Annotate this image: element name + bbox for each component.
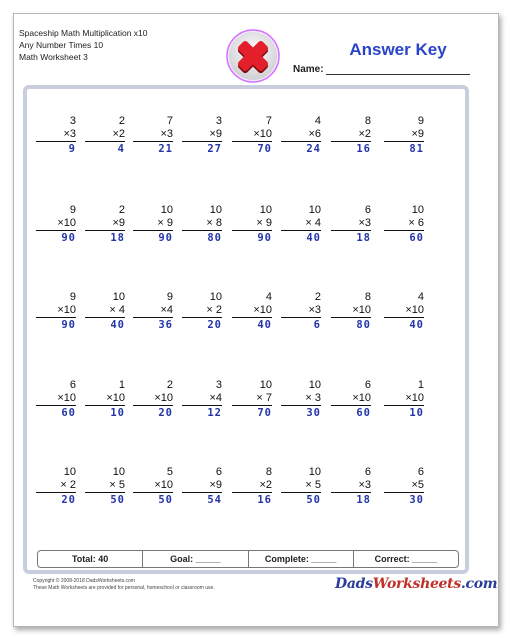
answer-rule — [182, 141, 222, 142]
problem — [85, 291, 125, 332]
multiplier: ×3 — [160, 128, 173, 140]
answer: 16 — [356, 143, 371, 155]
multiplicand: 10 — [63, 466, 76, 478]
multiplicand: 7 — [265, 115, 272, 127]
answer: 90 — [61, 319, 76, 331]
answer-rule — [281, 317, 321, 318]
answer-rule — [182, 405, 222, 406]
answer: 40 — [110, 319, 125, 331]
multiplicand: 10 — [209, 291, 222, 303]
problem — [182, 204, 222, 245]
multiplicand: 8 — [364, 291, 371, 303]
answer: 60 — [409, 232, 424, 244]
answer: 20 — [158, 407, 173, 419]
answer: 30 — [409, 494, 424, 506]
problem — [182, 379, 222, 420]
multiplicand: 1 — [118, 379, 125, 391]
multiplicand: 2 — [166, 379, 173, 391]
multiplier: ×10 — [352, 304, 371, 316]
multiplicand: 4 — [314, 115, 321, 127]
subtitle-line: Any Number Times 10 — [19, 40, 104, 50]
answer: 20 — [207, 319, 222, 331]
multiplicand: 10 — [112, 466, 125, 478]
answer: 90 — [257, 232, 272, 244]
multiplier: ×4 — [209, 392, 222, 404]
answer-rule — [331, 492, 371, 493]
multiplicand: 2 — [118, 204, 125, 216]
problem — [331, 291, 371, 332]
answer-key-title: Answer Key — [349, 40, 447, 59]
answer-rule — [133, 317, 173, 318]
multiplier: ×9 — [209, 479, 222, 491]
multiplier: ×3 — [63, 128, 76, 140]
answer: 81 — [409, 143, 424, 155]
multiplier: ×9 — [112, 217, 125, 229]
brand-part-dads: Dads — [335, 576, 373, 592]
problem — [281, 115, 321, 156]
problem — [384, 379, 424, 420]
problem — [331, 204, 371, 245]
answer-rule — [281, 405, 321, 406]
problem — [281, 379, 321, 420]
answer: 70 — [257, 407, 272, 419]
answer: 10 — [409, 407, 424, 419]
problem — [232, 291, 272, 332]
multiplier: × 9 — [256, 217, 272, 229]
problem — [384, 115, 424, 156]
answer-rule — [331, 141, 371, 142]
answer-rule — [384, 141, 424, 142]
multiplicand: 9 — [69, 291, 76, 303]
multiplier: ×10 — [154, 392, 173, 404]
title-line: Spaceship Math Multiplication x10 — [19, 28, 148, 38]
problem — [281, 204, 321, 245]
multiplicand: 8 — [265, 466, 272, 478]
multiplicand: 6 — [69, 379, 76, 391]
goal-cell: Goal: _____ — [143, 551, 248, 567]
problem — [232, 466, 272, 507]
problem — [384, 204, 424, 245]
problem — [182, 115, 222, 156]
answer-rule — [384, 230, 424, 231]
answer: 50 — [306, 494, 321, 506]
multiplier: × 2 — [206, 304, 222, 316]
multiplicand: 5 — [166, 466, 173, 478]
complete-cell: Complete: _____ — [249, 551, 354, 567]
answer-rule — [232, 141, 272, 142]
problem — [281, 291, 321, 332]
problem — [85, 379, 125, 420]
multiplicand: 10 — [308, 379, 321, 391]
answer: 90 — [61, 232, 76, 244]
multiplier: × 5 — [109, 479, 125, 491]
problem — [384, 291, 424, 332]
multiplicand: 6 — [364, 379, 371, 391]
problem — [85, 115, 125, 156]
multiplier: ×3 — [308, 304, 321, 316]
answer: 40 — [257, 319, 272, 331]
problem — [331, 115, 371, 156]
multiplier: ×10 — [57, 304, 76, 316]
multiplier: × 7 — [256, 392, 272, 404]
answer: 50 — [158, 494, 173, 506]
answer-rule — [384, 405, 424, 406]
problem — [182, 291, 222, 332]
problem — [133, 466, 173, 507]
answer: 80 — [356, 319, 371, 331]
brand-part-com: .com — [460, 576, 498, 592]
multiplicand: 3 — [215, 115, 222, 127]
multiplicand: 7 — [166, 115, 173, 127]
answer-rule — [232, 405, 272, 406]
answer-rule — [182, 317, 222, 318]
answer: 40 — [409, 319, 424, 331]
answer-rule — [331, 230, 371, 231]
multiplicand: 6 — [417, 466, 424, 478]
answer-rule — [331, 317, 371, 318]
brand-logo — [335, 576, 497, 592]
answer: 30 — [306, 407, 321, 419]
multiplicand: 10 — [308, 204, 321, 216]
problem — [133, 379, 173, 420]
answer: 9 — [68, 143, 76, 155]
answer-rule — [384, 317, 424, 318]
problem — [36, 379, 76, 420]
multiplier: × 6 — [408, 217, 424, 229]
multiplicand: 10 — [112, 291, 125, 303]
multiplicand: 1 — [417, 379, 424, 391]
multiplier: ×10 — [106, 392, 125, 404]
answer-rule — [232, 492, 272, 493]
answer: 80 — [207, 232, 222, 244]
name-underline — [326, 74, 470, 75]
worksheet-number: Math Worksheet 3 — [19, 52, 88, 62]
copyright-line: Copyright © 2008-2018 DadsWorksheets.com — [33, 578, 135, 584]
answer: 21 — [158, 143, 173, 155]
answer-rule — [331, 405, 371, 406]
score-footer — [37, 550, 459, 568]
multiplicand: 10 — [259, 379, 272, 391]
answer: 18 — [356, 232, 371, 244]
answer: 36 — [158, 319, 173, 331]
problem — [232, 115, 272, 156]
multiplier: ×10 — [405, 392, 424, 404]
problem — [384, 466, 424, 507]
answer-rule — [232, 317, 272, 318]
multiplicand: 10 — [308, 466, 321, 478]
answer: 40 — [306, 232, 321, 244]
multiplier: × 2 — [60, 479, 76, 491]
multiplicand: 8 — [364, 115, 371, 127]
problem — [182, 466, 222, 507]
multiplier: ×2 — [112, 128, 125, 140]
answer: 6 — [313, 319, 321, 331]
multiplier: ×10 — [253, 304, 272, 316]
answer: 24 — [306, 143, 321, 155]
problem — [232, 379, 272, 420]
answer-rule — [232, 230, 272, 231]
problem — [133, 115, 173, 156]
problem — [331, 466, 371, 507]
answer: 50 — [110, 494, 125, 506]
multiplicand: 3 — [69, 115, 76, 127]
problem — [331, 379, 371, 420]
multiplier: ×2 — [259, 479, 272, 491]
problem — [36, 115, 76, 156]
problem — [281, 466, 321, 507]
answer: 90 — [158, 232, 173, 244]
multiplier: × 4 — [305, 217, 321, 229]
multiplicand: 6 — [215, 466, 222, 478]
multiplier: × 3 — [305, 392, 321, 404]
answer: 60 — [356, 407, 371, 419]
total-cell: Total: 40 — [38, 551, 143, 567]
answer-rule — [85, 317, 125, 318]
name-label: Name: — [293, 64, 324, 75]
answer: 16 — [257, 494, 272, 506]
correct-cell: Correct: _____ — [374, 554, 438, 564]
answer-rule — [85, 492, 125, 493]
multiplier: ×5 — [411, 479, 424, 491]
multiplicand: 2 — [314, 291, 321, 303]
answer-rule — [36, 230, 76, 231]
problem — [85, 204, 125, 245]
answer-rule — [182, 230, 222, 231]
multiplier: ×10 — [57, 217, 76, 229]
answer-rule — [85, 141, 125, 142]
multiplicand: 9 — [166, 291, 173, 303]
answer: 60 — [61, 407, 76, 419]
multiplicand: 9 — [69, 204, 76, 216]
multiplicand: 4 — [417, 291, 424, 303]
answer-rule — [133, 141, 173, 142]
answer: 70 — [257, 143, 272, 155]
multiplier: × 5 — [305, 479, 321, 491]
brand-part-worksheets: Worksheets — [372, 576, 461, 592]
multiplier: ×10 — [405, 304, 424, 316]
multiplier: × 8 — [206, 217, 222, 229]
answer: 18 — [356, 494, 371, 506]
answer-rule — [36, 317, 76, 318]
worksheet-header — [19, 27, 148, 63]
answer: 20 — [61, 494, 76, 506]
multiplier: ×10 — [352, 392, 371, 404]
multiplier: ×10 — [57, 392, 76, 404]
answer: 27 — [207, 143, 222, 155]
problem — [133, 204, 173, 245]
multiplicand: 6 — [364, 204, 371, 216]
multiplier: ×10 — [154, 479, 173, 491]
answer: 54 — [207, 494, 222, 506]
multiplicand: 4 — [265, 291, 272, 303]
multiplier: × 9 — [157, 217, 173, 229]
answer: 10 — [110, 407, 125, 419]
multiplier: ×4 — [160, 304, 173, 316]
answer-rule — [281, 230, 321, 231]
multiplier: ×6 — [308, 128, 321, 140]
answer-rule — [36, 405, 76, 406]
multiplicand: 2 — [118, 115, 125, 127]
multiplicand: 9 — [417, 115, 424, 127]
multiplier: ×3 — [358, 217, 371, 229]
multiplier: ×9 — [411, 128, 424, 140]
problem — [133, 291, 173, 332]
answer-rule — [281, 141, 321, 142]
answer-rule — [85, 230, 125, 231]
answer: 4 — [117, 143, 125, 155]
problem — [85, 466, 125, 507]
multiplier: ×2 — [358, 128, 371, 140]
answer-rule — [36, 141, 76, 142]
multiplicand: 3 — [215, 379, 222, 391]
answer-rule — [182, 492, 222, 493]
multiplier: ×3 — [358, 479, 371, 491]
answer: 12 — [207, 407, 222, 419]
problem — [36, 204, 76, 245]
multiplicand: 10 — [160, 204, 173, 216]
red-x-icon — [225, 28, 281, 84]
copyright-notice — [33, 578, 215, 592]
multiplier: ×9 — [209, 128, 222, 140]
problem — [36, 291, 76, 332]
multiplier: × 4 — [109, 304, 125, 316]
answer-rule — [133, 405, 173, 406]
problem — [232, 204, 272, 245]
multiplicand: 6 — [364, 466, 371, 478]
multiplicand: 10 — [411, 204, 424, 216]
answer: 18 — [110, 232, 125, 244]
multiplicand: 10 — [259, 204, 272, 216]
answer-rule — [281, 492, 321, 493]
multiplicand: 10 — [209, 204, 222, 216]
usage-line: These Math Worksheets are provided for personal, homeschool or classroom use. — [33, 585, 215, 591]
answer-rule — [133, 230, 173, 231]
answer-rule — [384, 492, 424, 493]
answer-rule — [36, 492, 76, 493]
answer-rule — [85, 405, 125, 406]
answer-rule — [133, 492, 173, 493]
multiplier: ×10 — [253, 128, 272, 140]
problem — [36, 466, 76, 507]
